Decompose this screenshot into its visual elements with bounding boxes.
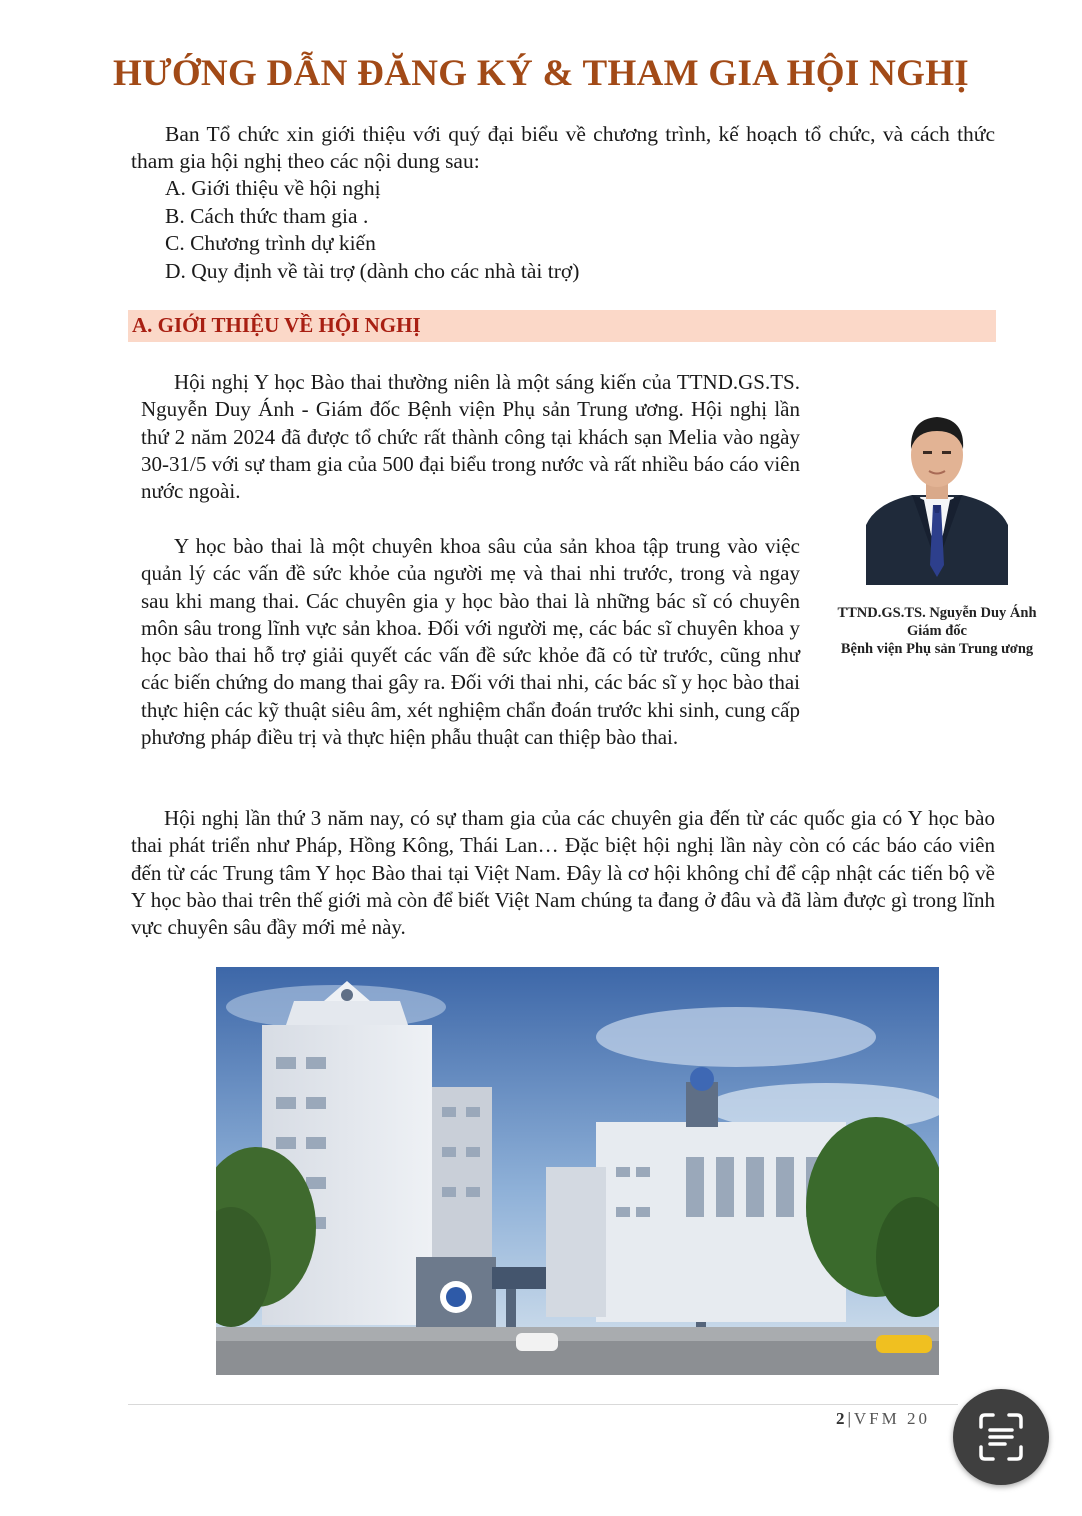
footer-separator: | [847,1409,854,1428]
portrait-caption [815,604,1059,658]
page-title: HƯỚNG DẪN ĐĂNG KÝ & THAM GIA HỘI NGHỊ [113,53,969,94]
section-a-heading-bar [128,310,996,342]
section-a-paragraph-1: Hội nghị Y học Bào thai thường niên là một sáng kiến của TTND.GS.TS. Nguyễn Duy Ánh - Giám đốc Bệnh viện Phụ sản Trung ương. Hội nghị lần thứ 2 năm 2024 đã được tổ chức rất thành công tại khách sạn Melia vào ngày 30-31/5 với sự tham gia của 500 đại biểu trong nước và rất nhiều báo cáo viên nước ngoài. [141,370,800,504]
hospital-building-image [216,967,939,1375]
caption-organization: Bệnh viện Phụ sản Trung ương [840,641,1034,657]
section-a-paragraph-2: Y học bào thai là một chuyên khoa sâu của sản khoa tập trung vào việc quản lý các vấn đề sức khỏe của người mẹ và thai nhi trước, trong và ngay sau khi mang thai. Các chuyên gia y học bào thai là những bác sĩ có chuyên môn sâu trong lĩnh vực sản khoa. Đối với người mẹ, các bác sĩ chuyên khoa y học bào thai hỗ trợ giải quyết các vấn đề sức khỏe đã có từ trước, cũng như các biến chứng do mang thai gây ra. Đối với thai nhi, các bác sĩ y học bào thai thực hiện các kỹ thuật siêu âm, xét nghiệm chẩn đoán trước khi sinh, cung cấp phương pháp điều trị và thực hiện phẫu thuật can thiệp bào thai. [141,534,800,750]
caption-name: TTND.GS.TS. Nguyễn Duy Ánh [837,605,1037,621]
text-scan-icon [953,1389,1049,1485]
contents-item-d: D. Quy định về tài trợ (dành cho các nhà tài trợ) [165,258,580,283]
contents-item-b: B. Cách thức tham gia . [165,203,369,228]
footer-divider [128,1404,958,1405]
caption-role: Giám đốc [906,623,967,639]
contents-item-a: A. Giới thiệu về hội nghị [165,176,381,200]
page-footer [836,1409,930,1429]
contents-list [165,175,579,285]
intro-paragraph: Ban Tổ chức xin giới thiệu với quý đại biểu về chương trình, kế hoạch tổ chức, và cách thức tham gia hội nghị theo các nội dung sau: [131,122,995,173]
section-a-heading: A. GIỚI THIỆU VỀ HỘI NGHỊ [132,313,421,337]
director-portrait [866,405,1008,585]
page-number: 2 [836,1409,848,1428]
section-a-paragraph-3: Hội nghị lần thứ 3 năm nay, có sự tham gia của các chuyên gia đến từ các quốc gia có Y học bào thai phát triển như Pháp, Hồng Kông, Thái Lan… Đặc biệt hội nghị lần này còn có các báo cáo viên đến từ các Trung tâm Y học Bào thai tại Việt Nam. Đây là cơ hội không chỉ để cập nhật các tiến bộ về Y học bào thai trên thế giới mà còn để biết Việt Nam chúng ta đang ở đâu và đã làm được gì trong lĩnh vực chuyên sâu đầy mới mẻ này. [131,806,995,940]
text-scan-button[interactable] [953,1389,1049,1485]
contents-item-c: C. Chương trình dự kiến [165,231,376,255]
footer-doc-label: VFM 20 [853,1409,931,1428]
